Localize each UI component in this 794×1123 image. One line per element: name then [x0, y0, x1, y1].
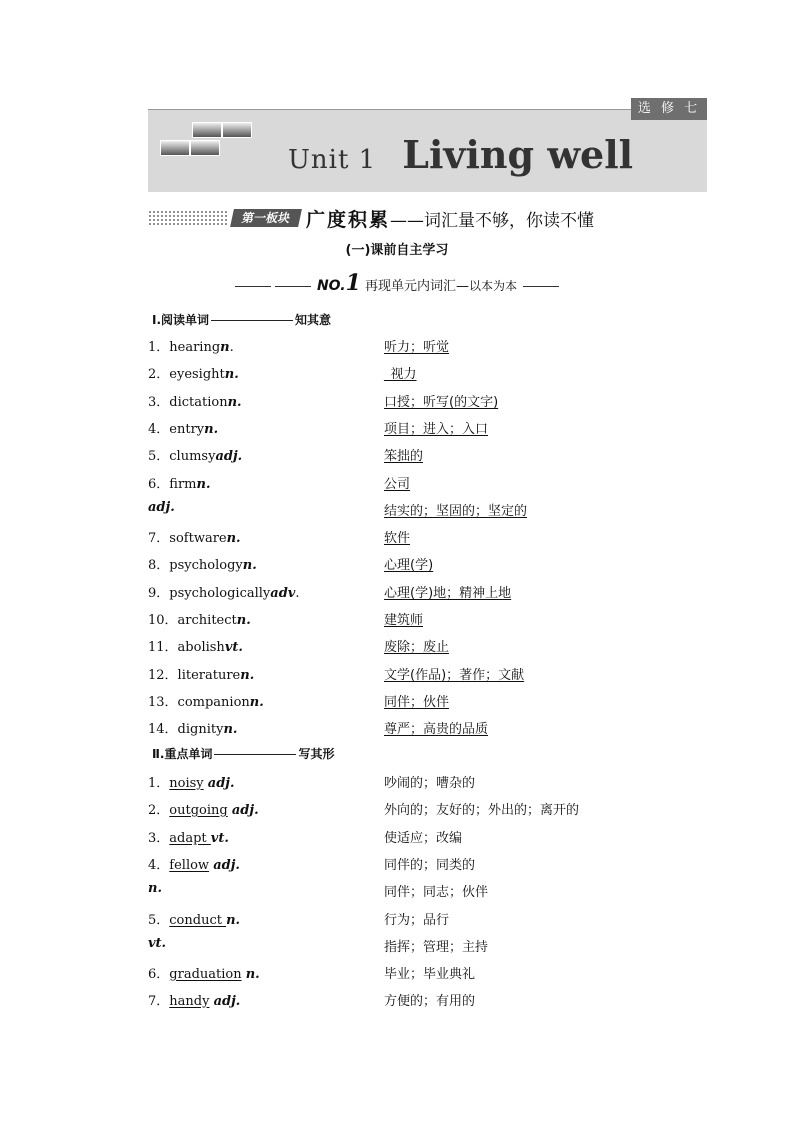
item-number: 3． — [148, 395, 170, 410]
list-item — [148, 963, 708, 983]
part-of-speech: n. — [224, 367, 239, 382]
english-word: dignity — [177, 722, 224, 737]
chinese-meaning: 笨拙的 — [384, 449, 424, 464]
list-item — [148, 936, 708, 956]
no1-tail: 以本为本 — [469, 279, 518, 293]
unit-name: Living well — [402, 132, 634, 177]
list-item — [148, 990, 708, 1010]
chinese-meaning: 同伴；伙伴 — [384, 695, 450, 710]
part-of-speech: n. — [240, 668, 255, 683]
chinese-meaning: 毕业；毕业典礼 — [384, 967, 476, 982]
answer-word: outgoing — [169, 803, 228, 818]
part-of-speech: n. — [227, 395, 242, 410]
item-number: 2． — [148, 803, 170, 818]
chinese-meaning: 公司 — [384, 477, 411, 492]
word-entry — [148, 990, 240, 1009]
chinese-meaning: 软件 — [384, 531, 411, 546]
word-entry — [148, 554, 257, 573]
word-entry — [148, 963, 260, 982]
chinese-meaning: 方便的；有用的 — [384, 994, 476, 1009]
part1-header-right: 知其意 — [295, 313, 332, 327]
word-entry — [148, 718, 237, 737]
part2-header-left: Ⅱ.重点单词 — [152, 747, 213, 761]
item-number: 1． — [148, 776, 170, 791]
word-entry — [148, 799, 259, 818]
divider — [275, 286, 311, 287]
chinese-meaning: 心理(学) — [384, 558, 434, 573]
chinese-meaning: 指挥；管理；主持 — [384, 940, 489, 955]
word-entry — [148, 363, 239, 382]
english-word: entry — [169, 422, 205, 437]
word-entry — [148, 691, 264, 710]
part-of-speech: n. — [223, 722, 238, 737]
part-of-speech: n. — [226, 913, 241, 928]
chinese-meaning: 尊严；高贵的品质 — [384, 722, 489, 737]
list-item — [148, 854, 708, 874]
item-number: 9． — [148, 586, 170, 601]
no-label: NO. — [316, 278, 346, 294]
chinese-meaning: 口授；听写(的文字) — [384, 395, 499, 410]
item-number: 10． — [148, 613, 178, 628]
part1-header — [152, 311, 331, 328]
part-of-speech: n. — [245, 967, 260, 982]
section-title-main: 广度积累 — [306, 209, 391, 231]
english-word: hearing — [169, 340, 221, 355]
list-item — [148, 718, 708, 738]
item-number: 12． — [148, 668, 178, 683]
english-word: architect — [177, 613, 237, 628]
chinese-meaning: 听力；听觉 — [384, 340, 450, 355]
part-of-speech: adj. — [207, 776, 235, 791]
list-item — [148, 336, 708, 356]
header-dash — [211, 320, 293, 321]
divider — [235, 286, 271, 287]
part-of-speech: n — [220, 340, 230, 355]
thumbnail-image — [192, 122, 222, 138]
answer-word: fellow — [169, 858, 210, 873]
pos-dot: . — [295, 586, 300, 601]
item-number: 3． — [148, 831, 170, 846]
part-of-speech: n. — [148, 881, 162, 896]
english-word: clumsy — [169, 449, 216, 464]
list-item — [148, 500, 708, 520]
no1-heading — [0, 270, 794, 296]
part-of-speech: n. — [196, 477, 211, 492]
word-entry — [148, 854, 240, 873]
part2-header-right: 写其形 — [298, 747, 335, 761]
answer-word: noisy — [169, 776, 204, 791]
chinese-meaning: 同伴的；同类的 — [384, 858, 476, 873]
section-title-rest: ——词汇量不够，你读不懂 — [390, 211, 595, 231]
word-entry — [148, 500, 175, 515]
part-of-speech: adv — [270, 586, 296, 601]
part-of-speech: vt. — [148, 936, 167, 951]
chinese-meaning: 外向的；友好的；外出的；离开的 — [384, 803, 580, 818]
item-number: 14． — [148, 722, 178, 737]
part-of-speech: n. — [226, 531, 241, 546]
item-number: 4． — [148, 858, 170, 873]
part-of-speech: adj. — [231, 803, 259, 818]
answer-word: graduation — [169, 967, 242, 982]
divider — [523, 286, 559, 287]
word-entry — [148, 582, 299, 601]
list-item — [148, 391, 708, 411]
word-entry — [148, 391, 242, 410]
chinese-meaning: 使适应；改编 — [384, 831, 463, 846]
list-item — [148, 363, 708, 383]
word-entry — [148, 909, 240, 928]
word-entry — [148, 336, 234, 355]
word-entry — [148, 881, 162, 896]
list-item — [148, 582, 708, 602]
list-item — [148, 827, 708, 847]
chinese-meaning: 同伴；同志；伙伴 — [384, 885, 489, 900]
part-of-speech: vt. — [210, 831, 229, 846]
list-item — [148, 799, 708, 819]
word-entry — [148, 936, 166, 951]
no-number: 1 — [345, 270, 361, 296]
subheading: (一)课前自主学习 — [345, 243, 449, 258]
chinese-meaning: 文学(作品)；著作；文献 — [384, 668, 525, 683]
thumbnail-image — [160, 140, 190, 156]
chinese-meaning: 废除；废止 — [384, 640, 450, 655]
english-word: eyesight — [169, 367, 225, 382]
chinese-meaning: 项目；进入；入口 — [384, 422, 489, 437]
list-item — [148, 636, 708, 656]
part-of-speech: adj. — [215, 449, 243, 464]
part-of-speech: n. — [242, 558, 257, 573]
item-number: 6． — [148, 967, 170, 982]
header-dash — [214, 754, 296, 755]
part2-header — [152, 745, 334, 762]
english-word: literature — [177, 668, 241, 683]
answer-word: conduct — [169, 913, 227, 928]
list-item — [148, 772, 708, 792]
part-of-speech: adj. — [148, 500, 175, 515]
item-number: 5． — [148, 913, 170, 928]
no1-dash: — — [456, 279, 470, 294]
word-entry — [148, 636, 243, 655]
part-of-speech: adj. — [213, 994, 241, 1009]
chinese-meaning: 心理(学)地；精神上地 — [384, 586, 512, 601]
section-label: 第一板块 — [230, 209, 302, 227]
list-item — [148, 554, 708, 574]
word-entry — [148, 418, 218, 437]
unit-number: Unit 1 — [288, 145, 377, 175]
item-number: 1． — [148, 340, 170, 355]
word-entry — [148, 445, 242, 464]
chinese-meaning: 吵闹的；嘈杂的 — [384, 776, 476, 791]
section-title — [306, 205, 594, 232]
english-word: firm — [169, 477, 197, 492]
english-word: psychology — [169, 558, 243, 573]
chinese-meaning: 建筑师 — [384, 613, 424, 628]
thumbnail-image — [190, 140, 220, 156]
part1-header-left: Ⅰ.阅读单词 — [152, 313, 210, 327]
item-number: 7． — [148, 531, 170, 546]
list-item — [148, 909, 708, 929]
book-tag: 选 修 七 — [631, 98, 707, 120]
unit-title — [288, 132, 688, 177]
item-number: 5． — [148, 449, 170, 464]
list-item — [148, 527, 708, 547]
item-number: 7． — [148, 994, 170, 1009]
english-word: companion — [177, 695, 250, 710]
item-number: 8． — [148, 558, 170, 573]
chinese-meaning: 行为；品行 — [384, 913, 450, 928]
banner-thumbnails — [158, 122, 253, 162]
list-item — [148, 664, 708, 684]
english-word: abolish — [177, 640, 225, 655]
list-item — [148, 691, 708, 711]
list-item — [148, 418, 708, 438]
item-number: 11． — [148, 640, 178, 655]
item-number: 13． — [148, 695, 178, 710]
word-entry — [148, 664, 254, 683]
unit-banner — [148, 101, 707, 192]
chinese-meaning: 结实的；坚固的；坚定的 — [384, 504, 528, 519]
pos-dot: . — [229, 340, 234, 355]
english-word: psychologically — [169, 586, 271, 601]
list-item — [148, 445, 708, 465]
list-item — [148, 609, 708, 629]
answer-word: adapt — [169, 831, 211, 846]
item-number: 4． — [148, 422, 170, 437]
chinese-meaning: _视力 — [384, 367, 417, 382]
part-of-speech: n. — [249, 695, 264, 710]
item-number: 6． — [148, 477, 170, 492]
no1-title: 再现单元内词汇 — [365, 279, 457, 294]
thumbnail-image — [222, 122, 252, 138]
list-item — [148, 881, 708, 901]
word-entry — [148, 527, 241, 546]
word-entry — [148, 772, 235, 791]
section-header — [148, 205, 708, 231]
list-item — [148, 473, 708, 493]
item-number: 2． — [148, 367, 170, 382]
english-word: dictation — [169, 395, 228, 410]
part-of-speech: vt. — [224, 640, 243, 655]
part-of-speech: adj. — [213, 858, 240, 873]
part-of-speech: n. — [204, 422, 219, 437]
part-of-speech: n. — [236, 613, 251, 628]
word-entry — [148, 609, 251, 628]
word-entry — [148, 473, 210, 492]
answer-word: handy — [169, 994, 210, 1009]
english-word: software — [169, 531, 227, 546]
word-entry — [148, 827, 229, 846]
dotted-decoration — [148, 210, 228, 226]
